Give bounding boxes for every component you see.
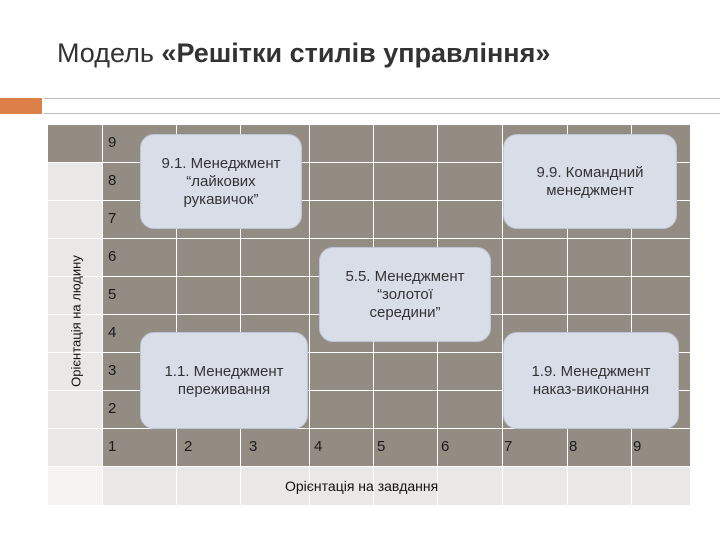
grid-cell	[374, 163, 438, 201]
grid-cell	[438, 125, 503, 163]
x-tick-label: 5	[377, 438, 386, 455]
grid-cell	[568, 277, 632, 315]
y-tick-label: 2	[108, 400, 117, 417]
grid-cell	[632, 239, 691, 277]
x-tick-label: 2	[184, 438, 193, 455]
grid-cell	[310, 201, 374, 239]
x-tick-label: 3	[249, 438, 258, 455]
grid-cell	[632, 277, 691, 315]
grid-cell	[438, 353, 503, 391]
grid-cell	[438, 391, 503, 429]
grid-cell	[310, 391, 374, 429]
grid-cell	[374, 353, 438, 391]
grid-cell	[632, 467, 691, 506]
y-tick-label: 6	[108, 248, 117, 265]
grid-cell	[438, 163, 503, 201]
grid-cell	[48, 163, 103, 201]
style-callout-authority-compliance: 1.9. Менеджмент наказ-виконання	[503, 332, 679, 429]
y-tick-label: 3	[108, 362, 117, 379]
grid-cell	[568, 467, 632, 506]
y-tick-label: 7	[108, 210, 117, 227]
grid-cell	[374, 125, 438, 163]
y-axis-label: Орієнтація на людину	[68, 255, 84, 387]
grid-cell	[310, 353, 374, 391]
y-tick-label: 8	[108, 172, 117, 189]
grid-cell	[48, 201, 103, 239]
x-tick-label: 8	[569, 438, 578, 455]
slide-title	[57, 38, 550, 69]
grid-cell	[503, 239, 568, 277]
grid-cell	[48, 125, 103, 163]
grid-cell	[48, 391, 103, 429]
x-tick-label: 4	[314, 438, 323, 455]
y-tick-label: 1	[108, 438, 117, 455]
y-tick-label: 4	[108, 324, 117, 341]
x-tick-label: 6	[441, 438, 450, 455]
style-callout-middle-of-the-road: 5.5. Менеджмент “золотої середини”	[319, 247, 491, 342]
title-rule	[44, 98, 720, 114]
accent-bar	[0, 98, 42, 114]
grid-cell	[48, 467, 103, 506]
grid-cell	[568, 429, 632, 467]
grid-cell	[310, 163, 374, 201]
grid-cell	[177, 277, 241, 315]
grid-cell	[374, 391, 438, 429]
style-callout-country-club: 9.1. Менеджмент “лайкових рукавичок”	[140, 134, 302, 229]
grid-cell	[48, 429, 103, 467]
style-callout-impoverished: 1.1. Менеджмент переживання	[140, 332, 308, 429]
grid-cell	[438, 201, 503, 239]
slide-title-prefix: Модель	[57, 38, 162, 68]
x-axis-label: Орієнтація на завдання	[285, 478, 439, 494]
x-tick-label: 7	[504, 438, 513, 455]
grid-cell	[241, 277, 310, 315]
grid-cell	[241, 239, 310, 277]
grid-cell	[177, 467, 241, 506]
grid-cell	[310, 125, 374, 163]
grid-cell	[503, 277, 568, 315]
grid-cell	[438, 467, 503, 506]
grid-cell	[503, 429, 568, 467]
x-tick-label: 9	[633, 438, 642, 455]
grid-cell	[568, 239, 632, 277]
grid-cell	[374, 201, 438, 239]
slide-title-bold: «Решітки стилів управління»	[161, 38, 551, 68]
style-callout-team: 9.9. Командний менеджмент	[503, 134, 677, 229]
y-tick-label: 9	[108, 134, 117, 151]
grid-cell	[103, 467, 177, 506]
y-tick-label: 5	[108, 286, 117, 303]
grid-cell	[177, 239, 241, 277]
grid-cell	[503, 467, 568, 506]
